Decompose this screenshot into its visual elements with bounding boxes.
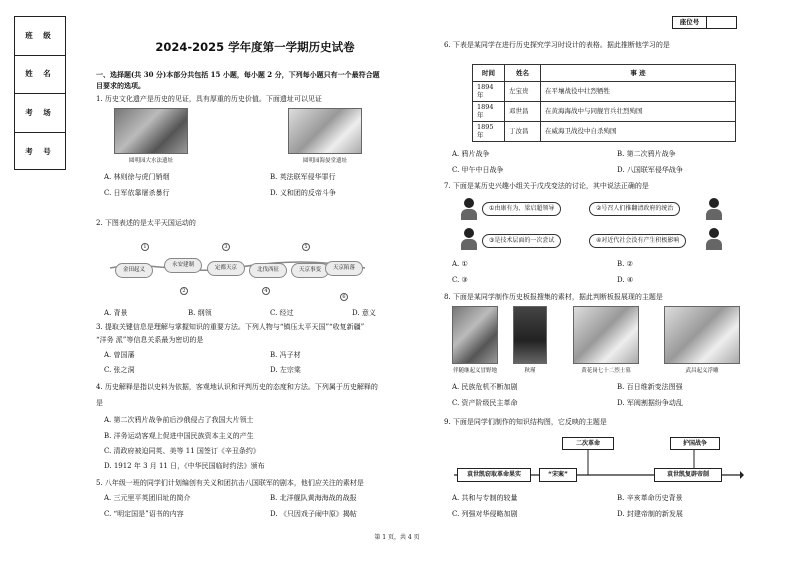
q7-option-d[interactable]: D. ④ bbox=[617, 276, 634, 284]
q7-bubble-3: ③是技术层面的一次尝试 bbox=[482, 234, 561, 248]
q3-option-b[interactable]: B. 冯子材 bbox=[270, 351, 301, 359]
q9-box-song-case: “宋案” bbox=[539, 468, 577, 482]
q1-option-c[interactable]: C. 日军依靠屠杀暴行 bbox=[104, 189, 170, 197]
name-field: 姓 名 bbox=[15, 56, 65, 95]
section1-line1: 一、选择题(共 30 分)本部分共包括 15 小题，每小题 2 分，下列每小题只有一个最符合题 bbox=[96, 70, 380, 79]
q1-image-dashuifa bbox=[114, 108, 188, 154]
q6-header-deeds: 事 迹 bbox=[541, 65, 736, 82]
q6-cell: 1894 年 bbox=[473, 82, 505, 102]
q9-box-yuan-restores-monarchy: 袁世凯复辟帝制 bbox=[654, 468, 722, 482]
q1-option-b[interactable]: B. 英法联军侵华罪行 bbox=[270, 173, 336, 181]
q2-num-4: 4 bbox=[262, 287, 270, 295]
q6-cell: 邓世昌 bbox=[505, 101, 541, 121]
q4-option-b[interactable]: B. 洋务运动客观上促进中国民族资本主义的产生 bbox=[104, 432, 254, 440]
q1-option-a[interactable]: A. 林则徐与虎门销烟 bbox=[104, 173, 170, 181]
q7-option-a[interactable]: A. ① bbox=[452, 260, 468, 268]
q1-image-haiyantang bbox=[288, 108, 362, 154]
q5-option-c[interactable]: C. “明定国是”诏书的内容 bbox=[104, 510, 184, 518]
q2-num-3: 3 bbox=[222, 243, 230, 251]
q4-option-a[interactable]: A. 第二次鸦片战争前后沙俄侵占了我国大片领土 bbox=[104, 416, 254, 424]
student-avatar-4 bbox=[706, 228, 722, 250]
q9-box-second-revolution: 二次革命 bbox=[562, 437, 614, 450]
q1-option-d[interactable]: D. 义和团的反帝斗争 bbox=[270, 189, 336, 197]
table-row bbox=[473, 121, 736, 141]
q5-option-b[interactable]: B. 北洋舰队黄海海战的战报 bbox=[270, 494, 357, 502]
q7-option-c[interactable]: C. ③ bbox=[452, 276, 468, 284]
q6-header-name: 姓名 bbox=[505, 65, 541, 82]
q8-caption-1: 伴随继起义冒野地 bbox=[452, 368, 497, 374]
q8-caption-4: 武昌起义浮雕 bbox=[685, 368, 719, 374]
q9-option-b[interactable]: B. 辛亥革命历史背景 bbox=[617, 494, 683, 502]
q8-stem: 8. 下面是某同学制作历史板报搜集的素材，据此判断板报展现的主题是 bbox=[444, 293, 663, 301]
q2-option-a[interactable]: A. 背景 bbox=[104, 309, 128, 317]
q2-num-6: 6 bbox=[340, 293, 348, 301]
seat-number-box bbox=[672, 16, 737, 29]
q9-stem: 9. 下面是同学们制作的知识结构图，它反映的主题是 bbox=[444, 418, 607, 426]
q6-cell: 在威海卫战役中自杀殉国 bbox=[541, 121, 736, 141]
q8-image-qiujin bbox=[513, 306, 547, 364]
q2-num-2: 2 bbox=[180, 287, 188, 295]
q4-line2: 是 bbox=[96, 399, 103, 407]
q8-option-c[interactable]: C. 资产阶级民主革命 bbox=[452, 399, 518, 407]
q2-node-4: 北伐西征 bbox=[249, 263, 287, 278]
q2-node-6: 天京陷落 bbox=[325, 261, 363, 276]
q2-node-3: 定都天京 bbox=[207, 261, 245, 276]
q2-option-d[interactable]: D. 意义 bbox=[352, 309, 376, 317]
q8-option-d[interactable]: D. 军阀割据纷争动乱 bbox=[617, 399, 683, 407]
q2-num-1: 1 bbox=[141, 243, 149, 251]
q4-option-d[interactable]: D. 1912 年 3 月 11 日，《中华民国临时约法》颁布 bbox=[104, 462, 265, 470]
q9-box-national-protection-war: 护国战争 bbox=[670, 437, 720, 450]
q7-bubble-1: ①由康有为、梁启超领导 bbox=[482, 202, 561, 216]
seat-number-label: 座位号 bbox=[673, 17, 707, 28]
table-row bbox=[473, 82, 736, 102]
q6-cell: 1894 年 bbox=[473, 101, 505, 121]
q2-node-5: 天京事变 bbox=[291, 263, 329, 278]
table-row bbox=[473, 101, 736, 121]
q1-stem: 1. 历史文化遗产是历史的见证，具有厚重的历史价值。下面遗址可以见证 bbox=[96, 95, 322, 103]
q1-caption-1: 圆明园大水法遗址 bbox=[128, 158, 173, 164]
q3-option-a[interactable]: A. 曾国藩 bbox=[104, 351, 135, 359]
q6-table bbox=[472, 64, 736, 142]
class-field: 班 级 bbox=[15, 17, 65, 56]
q6-cell: 左宝贵 bbox=[505, 82, 541, 102]
q7-bubble-4: ④对近代社会没有产生积极影响 bbox=[589, 234, 686, 248]
exam-number-field: 考 号 bbox=[25, 146, 55, 156]
page-number-footer: 第 1 页，共 4 页 bbox=[374, 534, 420, 541]
q9-option-c[interactable]: C. 列强对华侵略加剧 bbox=[452, 510, 518, 518]
exam-room-field: 考 场 bbox=[15, 94, 65, 133]
q9-option-a[interactable]: A. 共和与专制的较量 bbox=[452, 494, 518, 502]
q3-option-d[interactable]: D. 左宗棠 bbox=[270, 366, 301, 374]
q9-option-d[interactable]: D. 封建帝制的新发展 bbox=[617, 510, 683, 518]
q4-option-c[interactable]: C. 清政府被迫同英、美等 11 国签订《辛丑条约》 bbox=[104, 447, 260, 455]
q8-image-huanghuagang bbox=[573, 306, 639, 364]
q8-option-b[interactable]: B. 百日维新变法图强 bbox=[617, 383, 683, 391]
q2-option-c[interactable]: C. 经过 bbox=[270, 309, 294, 317]
q7-bubble-2: ②号召人们推翻清政府的统治 bbox=[589, 202, 680, 216]
q6-cell: 1895 年 bbox=[473, 121, 505, 141]
q2-node-2: 永安建制 bbox=[164, 258, 202, 273]
q3-line2: “洋务 派”等信息关系最为密切的是 bbox=[96, 336, 204, 344]
q2-stem: 2. 下图表述的是太平天国运动的 bbox=[96, 219, 196, 227]
q6-cell: 丁汝昌 bbox=[505, 121, 541, 141]
q6-option-d[interactable]: D. 八国联军侵华战争 bbox=[617, 166, 683, 174]
q8-image-wuchang-relief bbox=[664, 306, 740, 364]
q6-stem: 6. 下表是某同学在进行历史探究学习时设计的表格。据此推断他学习的是 bbox=[444, 41, 670, 49]
q6-option-a[interactable]: A. 鸦片战争 bbox=[452, 150, 490, 158]
q7-option-b[interactable]: B. ② bbox=[617, 260, 633, 268]
page-title: 2024-2025 学年度第一学期历史试卷 bbox=[155, 40, 355, 54]
q1-caption-2: 圆明园海晏堂遗址 bbox=[302, 158, 347, 164]
q6-option-c[interactable]: C. 甲午中日战争 bbox=[452, 166, 504, 174]
q8-caption-3: 黄花岗七十二烈士墓 bbox=[581, 368, 631, 374]
q6-option-b[interactable]: B. 第二次鸦片战争 bbox=[617, 150, 676, 158]
q2-node-1: 金田起义 bbox=[115, 263, 153, 278]
section1-line2: 目要求的选项。 bbox=[96, 81, 145, 90]
q6-cell: 在黄海海战中与同舰官兵壮烈殉国 bbox=[541, 101, 736, 121]
q6-cell: 在平壤战役中壮烈牺牲 bbox=[541, 82, 736, 102]
q5-option-a[interactable]: A. 三元里平英团旧址的简介 bbox=[104, 494, 191, 502]
student-avatar-3 bbox=[461, 228, 477, 250]
q2-num-5: 5 bbox=[302, 243, 310, 251]
q3-option-c[interactable]: C. 张之洞 bbox=[104, 366, 135, 374]
q5-stem: 5. 八年级一班的同学们计划编创有关义和团抗击八国联军的剧本，他们应关注的素材是 bbox=[96, 479, 364, 487]
q3-line1: 3. 提取关键信息是理解与掌握知识的重要方法。下列人物与“镇压太平天国”“收复新疆” bbox=[96, 323, 365, 331]
q9-box-yuan-seizes-fruits: 袁世凯窃取革命果实 bbox=[457, 468, 531, 482]
student-avatar-1 bbox=[461, 198, 477, 220]
q4-line1: 4. 历史解释是指以史料为依据，客观地认识和评判历史的态度和方法。下列属于历史解释的 bbox=[96, 383, 378, 391]
q8-option-a[interactable]: A. 民族危机不断加剧 bbox=[452, 383, 518, 391]
q8-caption-2: 秋瑾 bbox=[524, 368, 536, 374]
q7-stem: 7. 下面是某历史兴趣小组关于戊戌变法的讨论，其中说法正确的是 bbox=[444, 182, 649, 190]
student-avatar-2 bbox=[706, 198, 722, 220]
q5-option-d[interactable]: D. 《只因戏子闹中原》揭帖 bbox=[270, 510, 357, 518]
q8-image-1 bbox=[452, 306, 498, 364]
student-info-sidebar bbox=[14, 16, 66, 170]
q2-option-b[interactable]: B. 纲领 bbox=[188, 309, 212, 317]
q6-header-time: 时间 bbox=[473, 65, 505, 82]
